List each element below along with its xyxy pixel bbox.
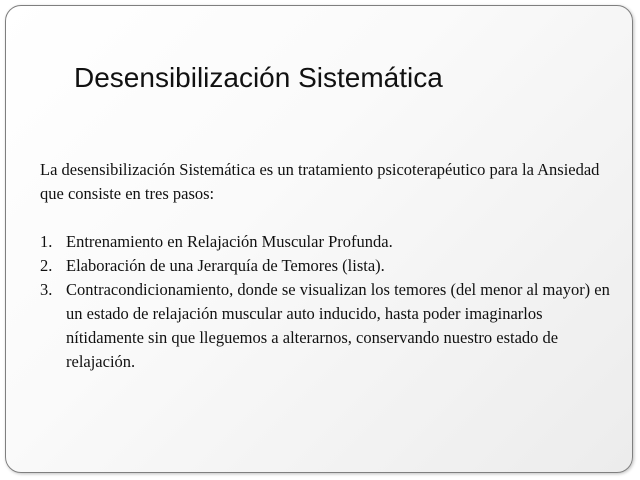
step-number: 1.	[40, 232, 53, 251]
steps-list	[40, 230, 622, 374]
step-item	[40, 230, 622, 254]
step-text: Contracondicionamiento, donde se visualizan los temores (del menor al mayor) en un estado de relajación muscular auto inducido, hasta poder imaginarlos nítidamente sin que lleguemos a alterarnos, conservando nuestro estado de relajación.	[66, 280, 610, 371]
step-text: Entrenamiento en Relajación Muscular Profunda.	[66, 232, 393, 251]
slide	[5, 5, 633, 473]
intro-paragraph: La desensibilización Sistemática es un tratamiento psicoterapéutico para la Ansiedad que consiste en tres pasos:	[40, 160, 600, 203]
step-item	[40, 254, 622, 278]
step-text: Elaboración de una Jerarquía de Temores (lista).	[66, 256, 385, 275]
step-number: 2.	[40, 256, 53, 275]
step-item	[40, 278, 622, 374]
slide-body	[40, 158, 622, 374]
step-number: 3.	[40, 280, 53, 299]
slide-title: Desensibilización Sistemática	[74, 62, 443, 93]
